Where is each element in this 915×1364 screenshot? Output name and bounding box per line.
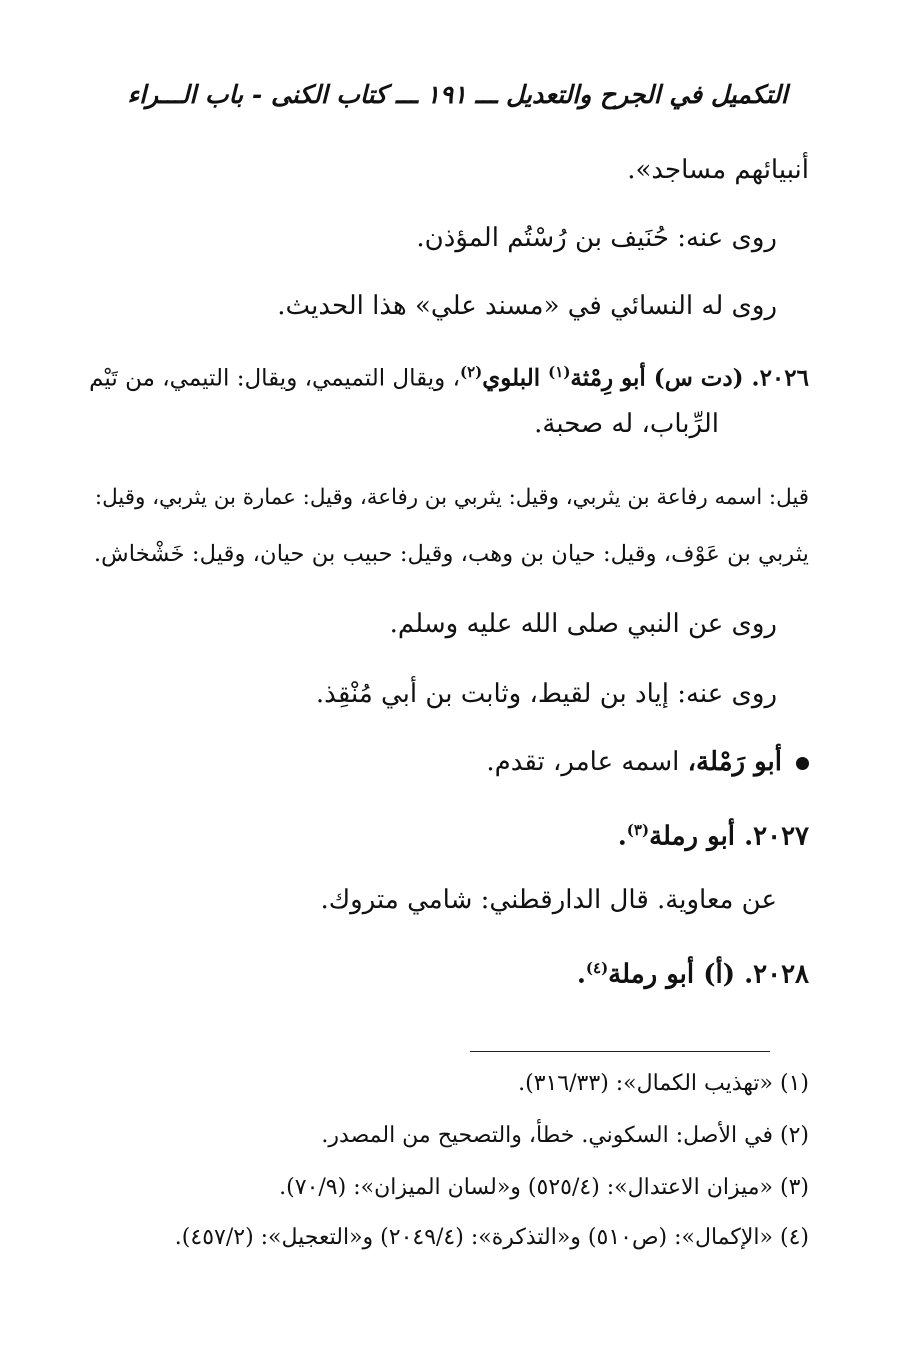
footnote-2: (٢) في الأصل: السكوني. خطأ، والتصحيح من المصدر.: [321, 1123, 809, 1148]
entry-heading: ٢٠٢٧. أبو رملة: [649, 821, 809, 852]
footnote-4: (٤) «الإكمال»: (ص٥١٠) و«التذكرة»: (٢٠٤٩/٤) و«التعجيل»: (٤٥٧/٢).: [174, 1225, 809, 1250]
entry-2027-line: [618, 810, 809, 857]
entry-2026-line: [89, 352, 809, 399]
footnote-ref: (٣): [626, 821, 650, 839]
kunya-name: أبو رَمْلة،: [687, 747, 782, 777]
text-line: روى عن النبي صلى الله عليه وسلم.: [389, 609, 777, 639]
text-line: قيل: اسمه رفاعة بن يثربي، وقيل: يثربي بن رفاعة، وقيل: عمارة بن يثربي، وقيل:: [94, 485, 809, 510]
text-line: روى عنه: إياد بن لقيط، وثابت بن أبي مُنْقِذ.: [315, 679, 777, 709]
footnote-3: (٣) «ميزان الاعتدال»: (٥٢٥/٤) و«لسان الميزان»: (٧٠/٩).: [279, 1175, 809, 1200]
text-line: يثربي بن عَوْف، وقيل: حيان بن وهب، وقيل: حبيب بن حيان، وقيل: خَشْخاش.: [93, 541, 809, 567]
footnote-ref: (٢): [460, 363, 483, 381]
running-header: التكميل في الجرح والتعديل ـــ ١٩١ ـــ كتاب الكنى - باب الـــراء: [127, 80, 788, 109]
text-line: روى عنه: حُنَيف بن رُسْتُم المؤذن.: [416, 223, 777, 253]
cross-reference-line: [486, 742, 809, 782]
bullet-icon: [796, 757, 809, 770]
footnote-ref: (١): [548, 363, 571, 381]
footnote-ref: (٤): [585, 959, 609, 977]
entry-heading: ٢٠٢٨. (أ) أبو رملة: [608, 959, 809, 990]
text-line: روى له النسائي في «مسند علي» هذا الحديث.: [277, 291, 777, 321]
text-line: الرِّباب، له صحبة.: [534, 409, 719, 439]
entry-2028-line: [577, 948, 809, 995]
entry-end: .: [617, 821, 627, 852]
text-line: عن معاوية. قال الدارقطني: شامي متروك.: [320, 885, 777, 915]
entry-number: ٢٠٢٦. (دت س) أبو رِمْثة: [570, 364, 809, 392]
footnote-separator: [470, 1051, 770, 1052]
cross-reference-text: اسمه عامر، تقدم.: [486, 747, 688, 777]
entry-end: .: [576, 959, 586, 990]
footnote-1: (١) «تهذيب الكمال»: (٣١٦/٣٣).: [518, 1071, 809, 1096]
text-line: أنبيائهم مساجد».: [627, 155, 809, 185]
entry-text: ، ويقال التميمي، ويقال: التيمي، من تَيْم: [89, 365, 460, 392]
entry-name: البلوي: [482, 364, 549, 392]
